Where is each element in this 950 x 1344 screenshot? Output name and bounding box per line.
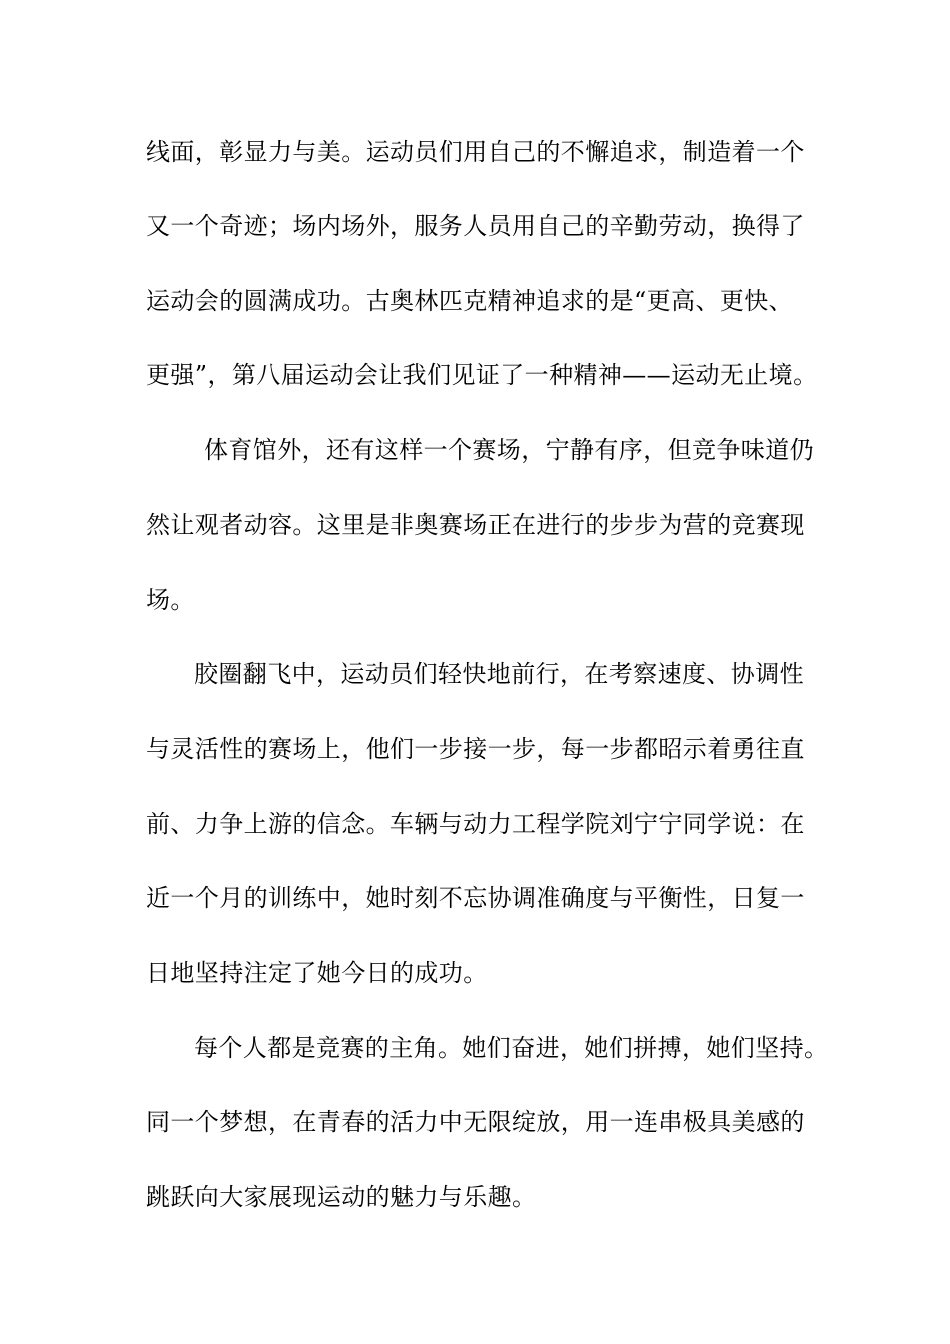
text-line: 日地坚持注定了她今日的成功。: [146, 959, 488, 987]
text-line: 同一个梦想，在青春的活力中无限绽放，用一连串极具美感的: [146, 1108, 805, 1136]
text-line: 又一个奇迹；场内场外，服务人员用自己的辛勤劳动，换得了: [146, 212, 805, 240]
text-line: 近一个月的训练中，她时刻不忘协调准确度与平衡性，日复一: [146, 884, 805, 912]
text-line: 运动会的圆满成功。古奥林匹克精神追求的是“更高、更快、: [146, 287, 794, 315]
paragraph-start-line: 体育馆外，还有这样一个赛场，宁静有序，但竞争味道仍: [204, 436, 814, 464]
paragraph-start-line: 胶圈翻飞中，运动员们轻快地前行，在考察速度、协调性: [194, 660, 804, 688]
text-line: 然让观者动容。这里是非奥赛场正在进行的步步为营的竞赛现: [146, 511, 805, 539]
text-line: 更强”，第八届运动会让我们见证了一种精神——运动无止境。: [146, 361, 818, 389]
text-line: 跳跃向大家展现运动的魅力与乐趣。: [146, 1183, 537, 1211]
text-line: 前、力争上游的信念。车辆与动力工程学院刘宁宁同学说：在: [146, 810, 805, 838]
text-line: 场。: [146, 586, 195, 614]
paragraph-start-line: 每个人都是竞赛的主角。她们奋进，她们拼搏，她们坚持。: [194, 1034, 829, 1062]
text-line: 线面，彰显力与美。运动员们用自己的不懈追求，制造着一个: [146, 138, 805, 166]
text-line: 与灵活性的赛场上，他们一步接一步，每一步都昭示着勇往直: [146, 735, 805, 763]
